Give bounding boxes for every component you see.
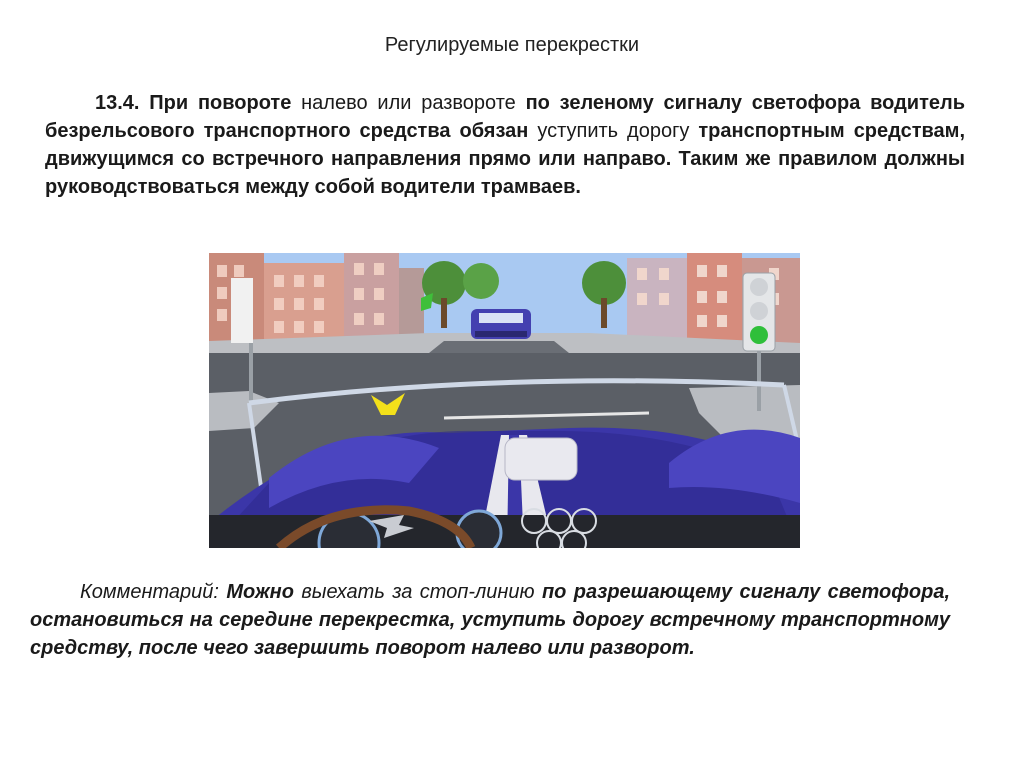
comment-label: Комментарий: — [80, 581, 219, 603]
tree-right-trunk — [601, 298, 607, 328]
intersection-illustration — [209, 253, 800, 548]
building-left-4 — [399, 268, 424, 343]
building-right-2 — [687, 253, 742, 348]
road-far — [429, 341, 569, 353]
page-title: Регулируемые перекрестки — [384, 34, 640, 56]
rule-bold-2: по зеленому сигналу светофора водитель безрельсового транспортного средства обязан — [45, 92, 966, 142]
pole-left — [249, 343, 253, 403]
hood-scoop — [505, 438, 577, 480]
comment-text-1: выехать за стоп-линию — [293, 581, 542, 603]
sign-left — [231, 278, 253, 343]
oncoming-car — [471, 309, 531, 339]
rule-bold-1: При повороте — [149, 92, 292, 114]
pole-right — [757, 351, 761, 411]
tree-left-trunk — [441, 298, 447, 328]
scene-svg — [209, 253, 800, 548]
rule-bold-3: транспортным средствам, движущимся со встречного направления прямо или направо. Таким же правилом должны руководствоваться между собой водители трамваев. — [45, 120, 966, 198]
building-left-3 — [344, 253, 399, 348]
signal-yellow — [750, 302, 768, 320]
comment-bold-2: по разрешающему сигналу светофора, остановиться на середине перекрестка, уступить дорогу встречному транспортному средству, после чего завершить поворот налево или разворот. — [30, 581, 950, 659]
rule-paragraph — [45, 89, 965, 201]
comment-bold-1: Можно — [226, 581, 294, 603]
signal-green — [750, 326, 768, 344]
comment-paragraph — [30, 578, 950, 662]
signal-red — [750, 278, 768, 296]
tree-left-2 — [463, 263, 499, 299]
rule-text-2: уступить дорогу — [528, 120, 699, 142]
building-right-1 — [627, 258, 687, 348]
rule-number: 13.4. — [95, 92, 140, 114]
rule-text-1: налево или развороте — [291, 92, 526, 114]
